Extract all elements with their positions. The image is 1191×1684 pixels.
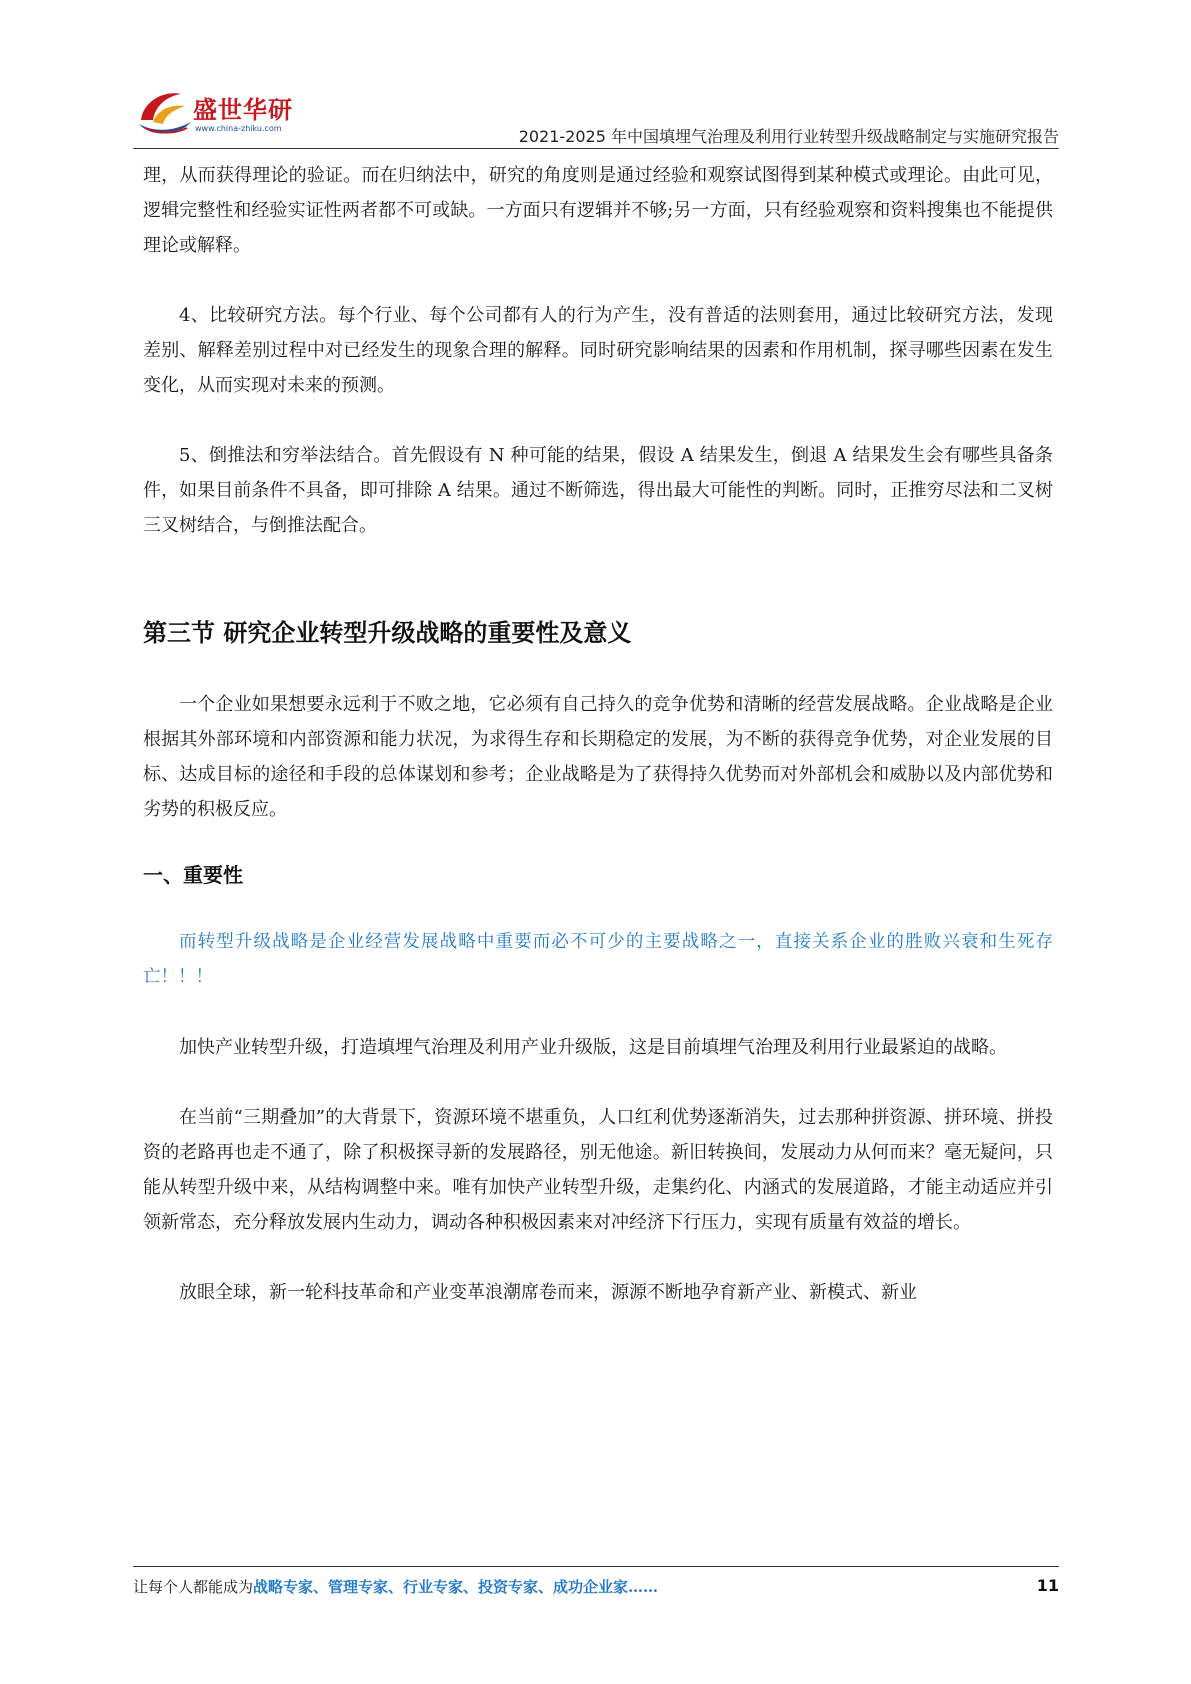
footer-slogan-emphasis: 战略专家、管理专家、行业专家、投资专家、成功企业家…… xyxy=(253,1578,659,1596)
subsection-heading: 一、重要性 xyxy=(143,863,243,887)
paragraph: 4、比较研究方法。每个行业、每个公司都有人的行为产生，没有普适的法则套用，通过比较研究方法，发现差别、解释差别过程中对已经发生的现象合理的解释。同时研究影响结果的因素和作用机制，探寻哪些因素在发生变化，从而实现对未来的预测。 xyxy=(143,305,1053,396)
logo-icon xyxy=(133,84,195,140)
logo-url: www.china-zhiku.com xyxy=(195,124,282,133)
paragraph: 一个企业如果想要永远利于不败之地，它必须有自己持久的竞争优势和清晰的经营发展战略。企业战略是企业根据其外部环境和内部资源和能力状况，为求得生存和长期稳定的发展，为不断的获得竞争优势，对企业发展的目标、达成目标的途径和手段的总体谋划和参考；企业战略是为了获得持久优势而对外部机会和威胁以及内部优势和劣势的积极反应。 xyxy=(143,694,1053,820)
paragraph: 在当前“三期叠加”的大背景下，资源环境不堪重负，人口红利优势逐渐消失，过去那种拼资源、拼环境、拼投资的老路再也走不通了，除了积极探寻新的发展路径，别无他途。新旧转换间，发展动力从何而来？毫无疑问，只能从转型升级中来，从结构调整中来。唯有加快产业转型升级，走集约化、内涵式的发展道路，才能主动适应并引领新常态，充分释放发展内生动力，调动各种积极因素来对冲经济下行压力，实现有质量有效益的增长。 xyxy=(143,1107,1053,1233)
paragraph: 理，从而获得理论的验证。而在归纳法中，研究的角度则是通过经验和观察试图得到某种模式或理论。由此可见，逻辑完整性和经验实证性两者都不可或缺。一方面只有逻辑并不够;另一方面，只有经验观察和资料搜集也不能提供理论或解释。 xyxy=(143,165,1053,256)
page-body xyxy=(143,158,1053,1310)
page-number: 11 xyxy=(1036,1576,1059,1595)
page-footer xyxy=(133,1576,1059,1606)
header-divider xyxy=(133,148,1059,149)
footer-divider xyxy=(133,1566,1059,1567)
highlighted-paragraph: 而转型升级战略是企业经营发展战略中重要而必不可少的主要战略之一，直接关系企业的胜败兴衰和生死存亡！！！ xyxy=(143,932,1053,987)
page-header xyxy=(133,80,1059,150)
logo-text: 盛世华研 xyxy=(193,96,293,124)
paragraph: 5、倒推法和穷举法结合。首先假设有 N 种可能的结果，假设 A 结果发生，倒退 A 结果发生会有哪些具备条件，如果目前条件不具备，即可排除 A 结果。通过不断筛选，得出最大可能性的判断。同时，正推穷尽法和二叉树三叉树结合，与倒推法配合。 xyxy=(143,445,1053,536)
footer-slogan-lead: 让每个人都能成为 xyxy=(133,1578,254,1596)
paragraph: 放眼全球，新一轮科技革命和产业变革浪潮席卷而来，源源不断地孕育新产业、新模式、新业 xyxy=(179,1282,917,1303)
report-title: 2021-2025 年中国填埋气治理及利用行业转型升级战略制定与实施研究报告 xyxy=(518,127,1059,146)
paragraph: 加快产业转型升级，打造填埋气治理及利用产业升级版，这是目前填埋气治理及利用行业最紧迫的战略。 xyxy=(179,1037,1007,1058)
section-heading: 第三节 研究企业转型升级战略的重要性及意义 xyxy=(143,619,632,647)
company-logo xyxy=(133,80,303,142)
